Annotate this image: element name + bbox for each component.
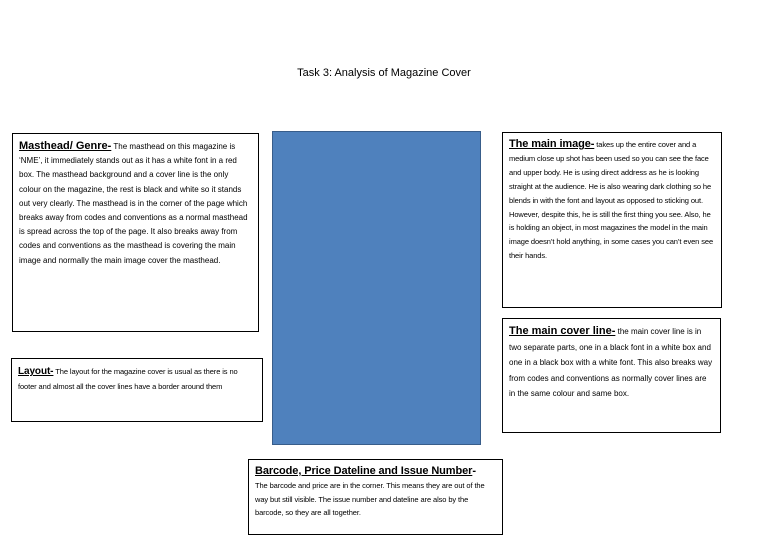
- main-image-textbox: [502, 132, 722, 308]
- barcode-text: The barcode and price are in the corner. This means they are out of the way but still visible. The issue number and dateline are also by the barcode, so they are all together.: [255, 480, 485, 518]
- layout-heading: Layout-: [18, 366, 54, 377]
- main-image-text: takes up the entire cover and a medium close up shot has been used so you can see the face and upper body. He is using direct address as he is looking straight at the audience. He is also wearing dark clothing so he blends in with the font and layout as opposed to sticking out. However, despite this, he is still the first thing you see. Also, he is holding an object, in most magazines the model in the main image doesn’t hold anything, in some cases you can’t even see their hands.: [509, 140, 714, 261]
- main-cover-line-heading: The main cover line-: [509, 325, 616, 337]
- masthead-heading: Masthead/ Genre-: [19, 140, 112, 152]
- page-title: Task 3: Analysis of Magazine Cover: [297, 67, 471, 79]
- masthead-text: The masthead on this magazine is ‘NME’, it immediately stands out as it has a white font in a red box. The masthead background and a cover line is the only colour on the magazine, the rest is black and white so it stands out very clearly. The masthead is in the corner of the page which breaks away from codes and conventions as a normal masthead is spread across the top of the page. It also breaks away from codes and conventions as the masthead is covering the main image and normally the main image cover the masthead.: [19, 142, 248, 265]
- magazine-cover-image-placeholder: [272, 131, 481, 445]
- main-cover-line-textbox: [502, 318, 721, 433]
- masthead-genre-textbox: [12, 133, 259, 332]
- barcode-price-textbox: [248, 459, 503, 535]
- barcode-heading-line: [255, 465, 496, 479]
- main-image-heading: The main image-: [509, 138, 595, 150]
- layout-textbox: [11, 358, 263, 422]
- barcode-heading-suffix: -: [472, 465, 476, 477]
- main-cover-line-text: the main cover line is in two separate parts, one in a black font in a white box and one in a black box with a white font. This also breaks way from codes and conventions as normally cover lines are in the same colour and same box.: [509, 327, 713, 398]
- barcode-heading: Barcode, Price Dateline and Issue Number: [255, 465, 473, 477]
- layout-text: The layout for the magazine cover is usual as there is no footer and almost all the cover lines have a border around them: [18, 367, 238, 391]
